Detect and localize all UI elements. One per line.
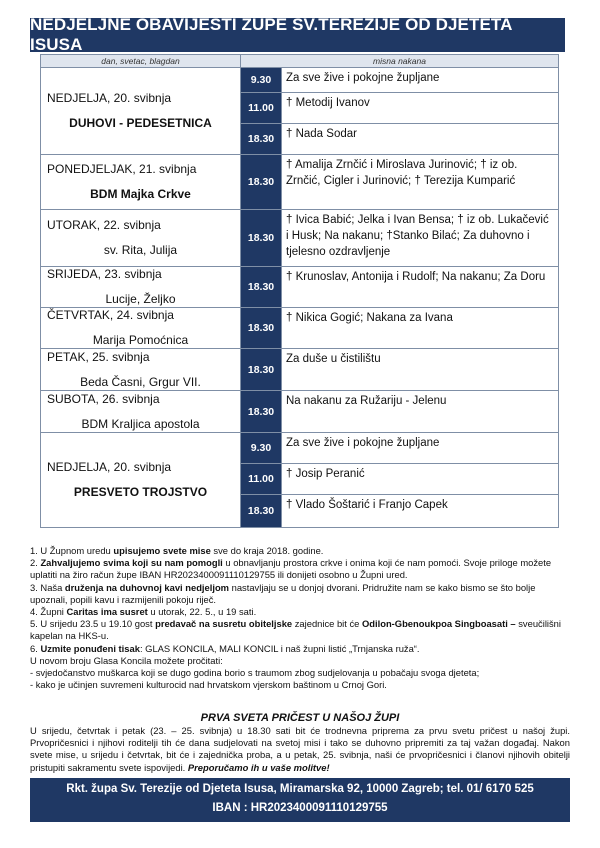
announcement-text: Odilon-Gbenoukpoa Singboasati – — [361, 618, 516, 630]
feast-label: PRESVETO TROJSTVO — [73, 485, 208, 499]
schedule-row — [41, 349, 559, 391]
day-label: SUBOTA, 26. svibnja — [47, 391, 160, 406]
feast-label: sv. Rita, Julija — [103, 243, 178, 257]
day-label: NEDJELJA, 20. svibnja — [47, 91, 172, 105]
announcement-text: : GLAS KONCILA, MALI KONCIL i naš župni listić „Trnjanska ruža“. — [139, 642, 420, 654]
feast-label: Marija Pomoćnica — [92, 333, 189, 347]
announcement-text: predavač na susretu obiteljske — [155, 618, 293, 630]
schedule-row — [41, 391, 559, 433]
feast-label: Beda Časni, Grgur VII. — [80, 374, 201, 389]
day-cell — [41, 155, 241, 210]
announcement-item — [30, 667, 570, 679]
day-cell — [41, 391, 241, 433]
mass-time: 18.30 — [241, 308, 282, 349]
day-cell — [41, 68, 241, 155]
day-label: ČETVRTAK, 24. svibnja — [47, 308, 174, 322]
mass-intention: Za sve žive i pokojne župljane — [282, 68, 559, 93]
announcement-text: - svjedočanstvo muškarca koji se dugo godina borio s traumom zbog sudjelovanja u pobačaju svoga djeteta; — [30, 667, 480, 679]
day-label: UTORAK, 22. svibnja — [47, 218, 161, 232]
mass-intention: † Vlado Šoštarić i Franjo Capek — [282, 495, 559, 528]
announcement-text: upisujemo svete mise — [113, 545, 211, 556]
mass-intention: † Amalija Zrnčić i Miroslava Jurinović; † iz ob. Zrnčić, Cigler i Jurinović; † Terezija Kumparić — [282, 155, 559, 210]
announcement-text: Uzmite ponuđeni tisak — [40, 642, 140, 654]
day-cell — [41, 210, 241, 267]
column-header-intent: misna nakana — [241, 55, 559, 68]
schedule-row — [41, 68, 559, 93]
day-cell — [41, 433, 241, 528]
day-cell — [41, 349, 241, 391]
footer — [30, 778, 570, 822]
announcement-text: u obnavljanju prostora crkve i onima koji će nam pomoći. Svoje priloge možete uplatiti na žiro račun župe IBAN HR2023400091110129755 ili donijeti osobno u Župni ured. — [30, 557, 552, 581]
schedule-body — [41, 68, 559, 528]
day-cell — [41, 308, 241, 349]
announcement-text: sveučilišni kapelan na HKS-u. — [30, 618, 561, 642]
mass-intention: † Nada Sodar — [282, 124, 559, 155]
communion-heading: PRVA SVETA PRIČEST U NAŠOJ ŽUPI — [200, 712, 400, 724]
announcement-text: U novom broju Glasa Koncila možete pročitati: — [30, 654, 223, 666]
feast-label: DUHOVI - PEDESETNICA — [69, 116, 212, 130]
feast-label: BDM Majka Crkve — [90, 187, 191, 201]
day-label: PONEDJELJAK, 21. svibnja — [47, 162, 197, 176]
announcement-item — [30, 557, 570, 581]
day-label: PETAK, 25. svibnja — [47, 349, 150, 364]
announcement-item — [30, 618, 570, 642]
mass-time: 11.00 — [241, 464, 282, 495]
mass-intention: † Nikica Gogić; Nakana za Ivana — [282, 308, 559, 349]
day-label: SRIJEDA, 23. svibnja — [47, 267, 162, 281]
schedule-row — [41, 155, 559, 210]
communion-paragraph — [30, 725, 570, 774]
mass-intention: † Krunoslav, Antonija i Rudolf; Na nakanu; Za Doru — [282, 267, 559, 308]
schedule-row — [41, 210, 559, 267]
announcement-item — [30, 655, 570, 667]
day-cell — [41, 267, 241, 308]
feast-label: Lucije, Željko — [105, 292, 176, 306]
mass-time: 18.30 — [241, 267, 282, 308]
announcement-text: u utorak, 22. 5., u 19 sati. — [147, 606, 257, 618]
announcement-item — [30, 643, 570, 655]
feast-label: BDM Kraljica apostola — [81, 416, 200, 431]
announcement-text: 4. Župni — [30, 606, 67, 618]
day-label: NEDJELJA, 20. svibnja — [47, 460, 172, 474]
mass-time: 9.30 — [241, 433, 282, 464]
announcement-item — [30, 606, 570, 618]
mass-time: 18.30 — [241, 495, 282, 528]
announcement-text: 2. — [30, 557, 41, 569]
mass-time: 11.00 — [241, 93, 282, 124]
mass-time: 18.30 — [241, 124, 282, 155]
announcement-item — [30, 679, 570, 691]
announcements — [30, 545, 570, 691]
mass-schedule-table — [40, 54, 559, 528]
announcement-text: 3. Naša — [30, 581, 65, 593]
mass-intention: Na nakanu za Ružariju - Jelenu — [282, 391, 559, 433]
announcement-text: - kako je učinjen suvremeni kulturocid nad hrvatskom vjerskom baštinom u Crnoj Gori. — [30, 679, 387, 691]
mass-time: 18.30 — [241, 349, 282, 391]
announcement-text: druženja na duhovnoj kavi nedjeljom — [64, 581, 230, 593]
mass-time: 18.30 — [241, 155, 282, 210]
announcement-text: 5. U srijedu 23.5 u 19.10 gost — [30, 618, 156, 630]
schedule-row — [41, 308, 559, 349]
footer-address: Rkt. župa Sv. Terezije od Djeteta Isusa, Miramarska 92, 10000 Zagreb; tel. 01/ 6170 525 — [66, 783, 534, 795]
mass-time: 9.30 — [241, 68, 282, 93]
announcement-text: 1. U Župnom uredu — [30, 545, 114, 556]
announcement-item — [30, 545, 570, 557]
announcement-text: Caritas ima susret — [66, 606, 148, 618]
mass-time: 18.30 — [241, 210, 282, 267]
announcement-text: zajednice bit će — [292, 618, 362, 630]
mass-intention: † Ivica Babić; Jelka i Ivan Bensa; † iz ob. Lukačević i Husk; Na nakanu; †Stanko Bilać; Za duhovno i tjelesno ozdravljenje — [282, 210, 559, 267]
announcement-text: 6. — [30, 642, 41, 654]
schedule-row — [41, 433, 559, 464]
announcement-text: nastavljaju se u donjoj dvorani. Pridružite nam se kako bismo se što bolje upoznali, popili kavu i razmijenili pokoju riječ. — [30, 581, 536, 605]
footer-iban: IBAN : HR2023400091110129755 — [212, 802, 388, 814]
page-title: NEDJELJNE OBAVIJESTI ŽUPE SV.TEREZIJE OD DJETETA ISUSA — [30, 18, 565, 52]
mass-intention: Za sve žive i pokojne župljane — [282, 433, 559, 464]
announcement-text: Zahvaljujemo svima koji su nam pomogli — [40, 557, 223, 569]
schedule-row — [41, 267, 559, 308]
announcement-item — [30, 582, 570, 606]
communion-text: U srijedu, četvrtak i petak (23. – 25. svibnja) u 18.30 sati bit će trodnevna priprema za prvu svetu pričest u našoj župi. Prvopričesnici i njihovi roditelji tih će dana sudjelovati na svetoj misi i tako se duhovno pripremiti za taj važan događaj. Nakon svete mise, u srijedu i četvrtak, bit će i zajednička proba, a u petak, 25. svibnja, naši će prvopričesnici i članovi njihovih obitelji pristupiti sakramentu svete ispovijedi. — [30, 725, 570, 773]
mass-intention: Za duše u čistilištu — [282, 349, 559, 391]
column-header-day: dan, svetac, blagdan — [41, 55, 241, 68]
mass-intention: † Josip Peranić — [282, 464, 559, 495]
announcement-text: sve do kraja 2018. godine. — [210, 545, 324, 556]
communion-highlight: Preporučamo ih u vaše molitve! — [187, 761, 330, 773]
mass-intention: † Metodij Ivanov — [282, 93, 559, 124]
mass-time: 18.30 — [241, 391, 282, 433]
